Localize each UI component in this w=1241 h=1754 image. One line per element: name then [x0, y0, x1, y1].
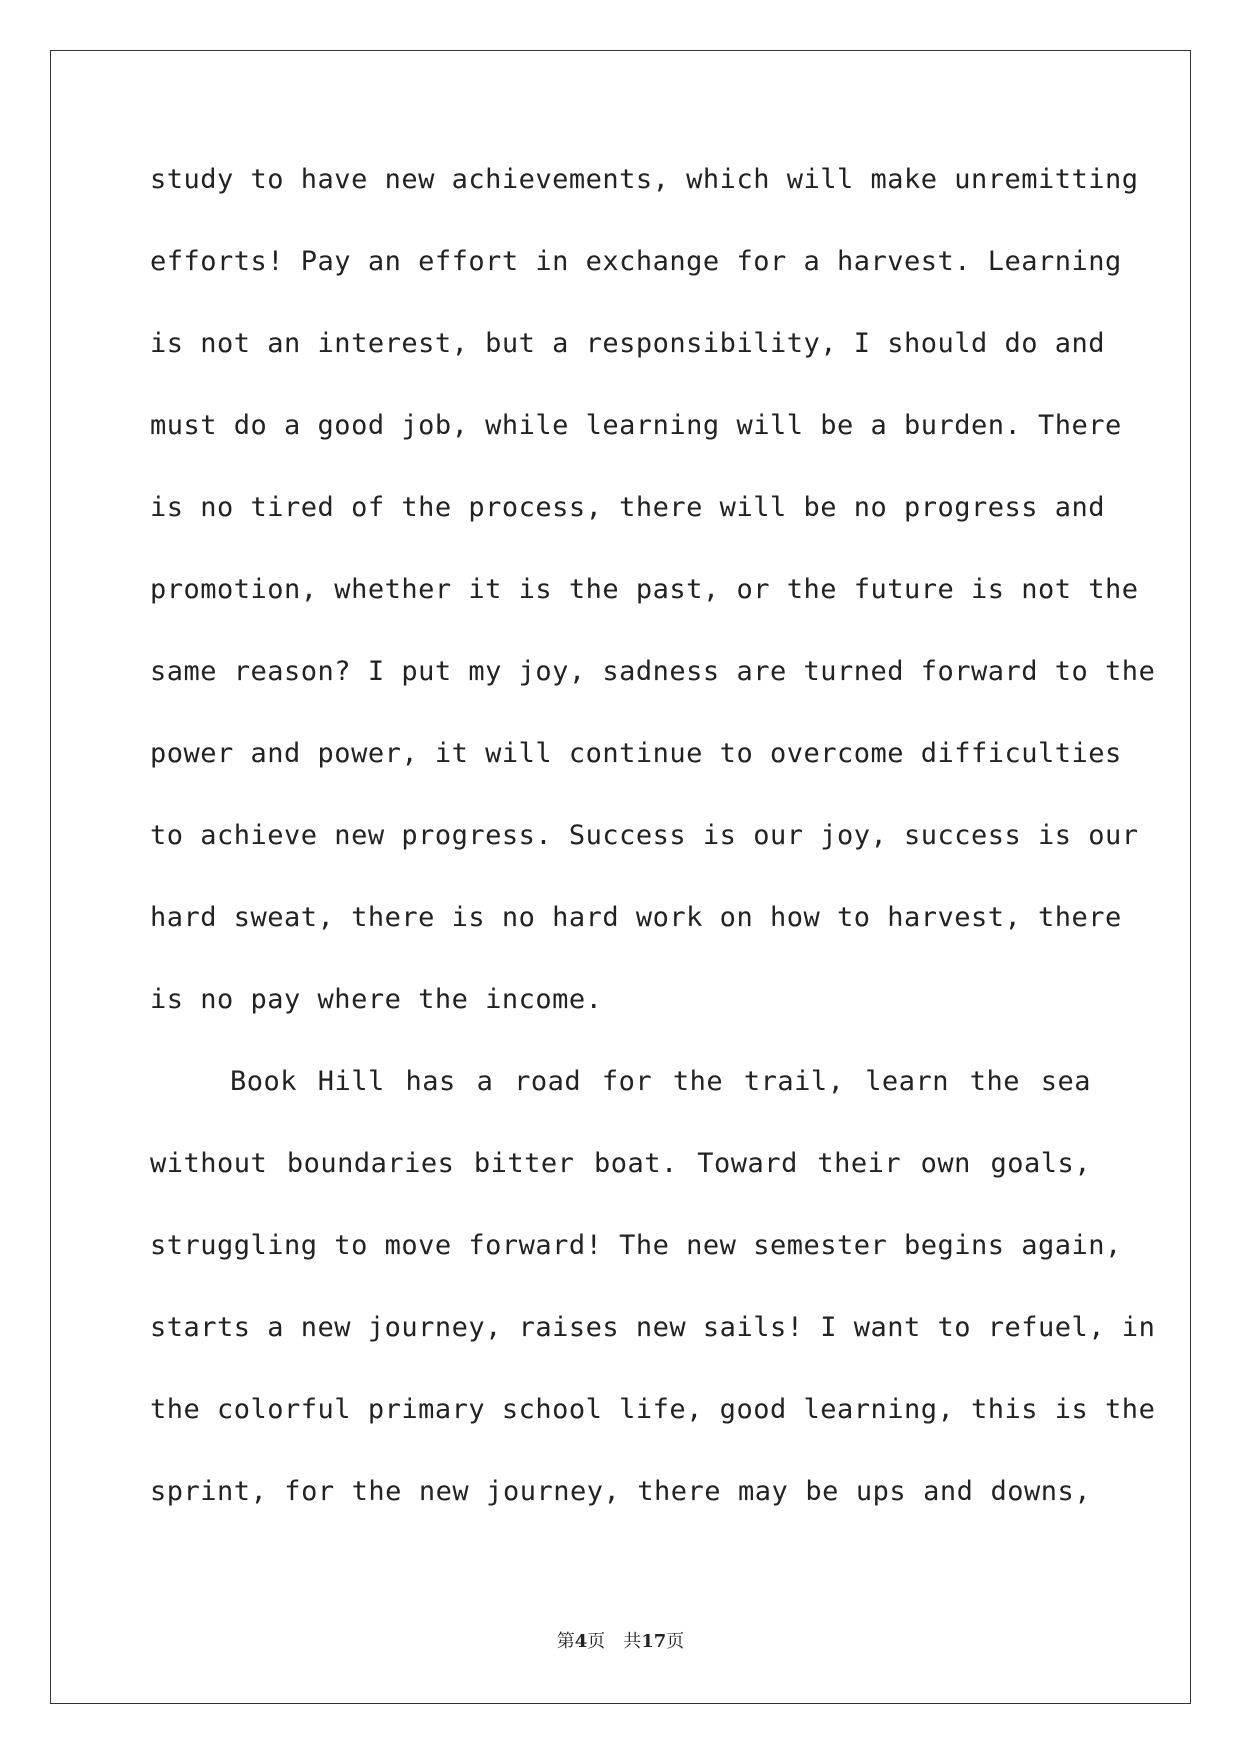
text-line: sprint, for the new journey, there may be ups and downs, — [150, 1476, 1091, 1507]
text-line: to achieve new progress. Success is our joy, success is our — [150, 820, 1139, 851]
text-line: promotion, whether it is the past, or the future is not the — [150, 574, 1139, 605]
text-line: starts a new journey, raises new sails! I want to refuel, in — [150, 1312, 1156, 1343]
page-footer — [0, 1627, 1241, 1653]
total-suffix: 页 — [666, 1631, 685, 1652]
page-number: 4 — [574, 1631, 588, 1652]
text-line: is no tired of the process, there will be no progress and — [150, 492, 1106, 523]
text-line: study to have new achievements, which will make unremitting — [150, 164, 1139, 195]
text-line: efforts! Pay an effort in exchange for a harvest. Learning — [150, 246, 1122, 277]
text-line: is not an interest, but a responsibility, I should do and — [150, 328, 1106, 359]
paragraph — [150, 1062, 1156, 1554]
text-line: is no pay where the income. — [150, 984, 603, 1015]
text-line: same reason? I put my joy, sadness are turned forward to the — [150, 656, 1156, 687]
text-line: power and power, it will continue to overcome difficulties — [150, 738, 1122, 769]
text-line: hard sweat, there is no hard work on how to harvest, there — [150, 902, 1122, 933]
page-suffix: 页 — [587, 1631, 606, 1652]
text-line: the colorful primary school life, good learning, this is the — [150, 1394, 1156, 1425]
text-line: without boundaries bitter boat. Toward their own goals, — [150, 1148, 1091, 1179]
paragraph — [150, 160, 1156, 1062]
text-line: struggling to move forward! The new semester begins again, — [150, 1230, 1122, 1261]
text-line: Book Hill has a road for the trail, learn the sea — [230, 1066, 1091, 1097]
page-prefix: 第 — [556, 1631, 575, 1652]
total-pages: 17 — [641, 1631, 667, 1652]
document-body — [150, 160, 1156, 1554]
text-line: must do a good job, while learning will be a burden. There — [150, 410, 1122, 441]
total-prefix: 共 — [623, 1631, 642, 1652]
